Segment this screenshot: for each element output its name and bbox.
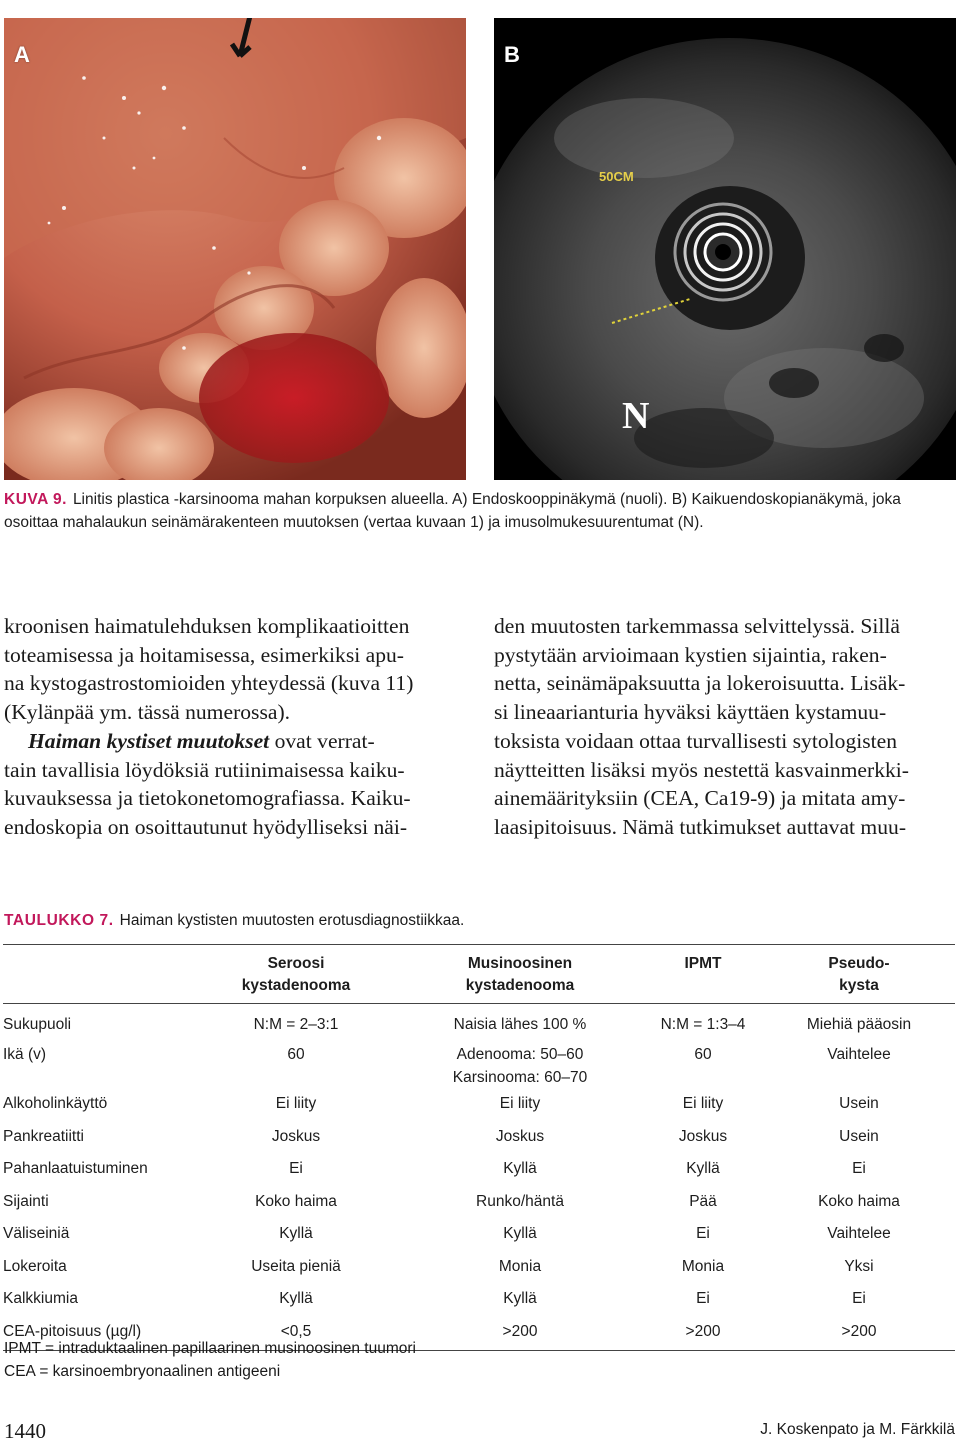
body-line: toteamisessa ja hoitamisessa, esimerkiksi apu- [4, 642, 404, 667]
table-cell: Monia [498, 1257, 542, 1275]
page-number: 1440 [4, 1419, 46, 1443]
panel-b-letter: B [504, 42, 520, 67]
differential-diagnosis-table [3, 944, 955, 1351]
body-line: kroonisen haimatulehduksen komplikaatioitten [4, 614, 410, 638]
table-cell: Monia [681, 1257, 725, 1275]
panel-a-letter: A [14, 42, 30, 67]
table-cell: Karsinooma: 60–70 [452, 1069, 588, 1086]
table-row [3, 1066, 955, 1089]
table-cell: Kyllä [503, 1160, 537, 1177]
table-cell: <0,5 [195, 1317, 397, 1351]
table-cell: Ei [696, 1225, 710, 1242]
footnote: CEA = karsinoembryonaalinen antigeeni [4, 1363, 281, 1380]
body-text-right-column [494, 612, 955, 842]
table-cell: Kyllä [503, 1290, 537, 1307]
table-cell: Vaihtelee [827, 1225, 891, 1242]
table-cell: Usein [839, 1127, 879, 1145]
table-cell: >200 [763, 1317, 955, 1351]
table-row [3, 1040, 955, 1066]
table-row [3, 1252, 955, 1285]
table-row [3, 1004, 955, 1041]
table-cell: Kyllä [503, 1225, 537, 1242]
figure-label: KUVA 9. [4, 491, 67, 508]
table-title: Haiman kystisten muutosten erotusdiagnostiikkaa. [119, 912, 465, 929]
table-row-label: Väliseiniä [3, 1225, 70, 1242]
lymph-node-marker: N [622, 395, 650, 437]
table-cell [643, 1066, 763, 1089]
table-cell: Joskus [495, 1127, 545, 1145]
endoscopy-photo [4, 18, 466, 480]
table-header-cell: IPMT [643, 945, 763, 1004]
table-cell: N:M = 1:3–4 [660, 1016, 746, 1033]
table-cell: >200 [397, 1317, 643, 1351]
table-cell: N:M = 2–3:1 [253, 1016, 339, 1033]
table-row-label: Pankreatiitti [3, 1127, 84, 1145]
table-row-label: CEA-pitoisuus (µg/l) [3, 1317, 195, 1351]
table-cell: 60 [287, 1046, 305, 1063]
table-row-label: Ikä (v) [3, 1046, 47, 1063]
table-cell: Adenooma: 50–60 [456, 1046, 584, 1063]
table-cell: Yksi [844, 1257, 874, 1275]
scale-label: 50CM [599, 169, 634, 184]
body-line: endoskopia on osoittautunut hyödylliseksi näi- [4, 814, 408, 839]
table-cell: Ei [852, 1290, 866, 1307]
table-row-label: Pahanlaatuistuminen [3, 1160, 148, 1177]
table-row [3, 1219, 955, 1252]
table-cell: Ei [696, 1290, 710, 1307]
table-header-cell: Seroosi kystadenooma [195, 945, 397, 1004]
body-line: tain tavallisia löydöksiä rutiinimaisessa kaiku- [4, 757, 405, 782]
table-cell: Pää [689, 1192, 717, 1210]
emphasized-term: Haiman kystiset muutokset [28, 728, 270, 753]
paragraph-start-line [4, 727, 465, 756]
table-cell: Ei liity [682, 1095, 724, 1112]
table-cell: Kyllä [279, 1225, 313, 1242]
table-label: TAULUKKO 7. [4, 912, 114, 929]
body-line: na kystogastrostomioiden yhteydessä (kuva 11) [4, 671, 414, 696]
table-cell: Koko haima [255, 1192, 337, 1210]
table-cell: Kyllä [686, 1160, 720, 1177]
body-line: laasipitoisuus. Nämä tutkimukset auttavat muu- [494, 814, 907, 839]
table-cell: 60 [694, 1046, 712, 1063]
table-body [3, 1004, 955, 1351]
authors: J. Koskenpato ja M. Färkkilä [760, 1421, 955, 1438]
figure-caption-text: Linitis plastica -karsinooma mahan korpuksen alueella. A) Endoskooppinäkymä (nuoli). B) Kaikuendoskopianäkymä, joka osoittaa mahalaukun seinämärakenteen muutoksen (vertaa kuvaan 1) ja imusolmukesuurentumat (N). [4, 491, 901, 531]
table-row-label: Alkoholinkäyttö [3, 1095, 108, 1112]
table-row [3, 1284, 955, 1317]
body-line-tail: ovat verrat- [269, 728, 375, 753]
table-cell: Joskus [271, 1127, 321, 1145]
table-row-label: Kalkkiumia [3, 1290, 78, 1307]
body-line: si lineaarianturia hyväksi käyttäen kystamuu- [494, 700, 887, 725]
table-row-label: Lokeroita [3, 1257, 67, 1275]
body-text-left-column [4, 612, 465, 842]
table-header-cell: Pseudo- kysta [763, 945, 955, 1004]
table-cell: Runko/häntä [476, 1192, 564, 1210]
body-line: ainemäärityksiin (CEA, Ca19-9) ja mitata amy- [494, 786, 906, 811]
body-line: pystytään arvioimaan kystien sijaintia, raken- [494, 642, 887, 667]
table-cell [763, 1066, 955, 1089]
figure-caption [4, 489, 958, 534]
body-line: netta, seinämäpaksuutta ja lokeroisuutta. Lisäk- [494, 671, 906, 696]
table-row [3, 1154, 955, 1187]
table-row [3, 1089, 955, 1122]
body-line: toksista voidaan ottaa turvallisesti sytologisten [494, 728, 898, 753]
diagnostic-table [3, 944, 955, 1351]
table-header-cell: Musinoosinen kystadenooma [397, 945, 643, 1004]
table-cell: Usein [839, 1095, 879, 1112]
table-row-label [3, 1066, 195, 1089]
body-line: (Kylänpää ym. tässä numerossa). [4, 700, 291, 725]
table-cell: Ei [289, 1160, 303, 1177]
table-cell: Naisia lähes 100 % [453, 1016, 587, 1033]
table-cell: Vaihtelee [827, 1046, 891, 1063]
table-cell: Miehiä pääosin [806, 1016, 912, 1033]
table-footnotes [4, 1337, 416, 1383]
table-cell: >200 [643, 1317, 763, 1351]
table-row [3, 1187, 955, 1220]
table-row [3, 1122, 955, 1155]
table-row-label: Sijainti [3, 1192, 49, 1210]
table-cell: Ei liity [499, 1095, 541, 1112]
table-cell: Joskus [678, 1127, 728, 1145]
table-cell: Koko haima [818, 1192, 900, 1210]
table-row-label: Sukupuoli [3, 1016, 72, 1033]
table-header-cell [3, 945, 195, 1004]
table-header-row [3, 945, 955, 1004]
figure-panel-endoscopy-image [4, 18, 466, 480]
table-cell: Ei liity [275, 1095, 317, 1112]
body-line: den muutosten tarkemmassa selvittelyssä. Sillä [494, 614, 901, 638]
body-line: näytteitten lisäksi myös nestettä kasvainmerkki- [494, 757, 909, 782]
body-line: kuvauksessa ja tietokonetomografiassa. Kaiku- [4, 786, 411, 811]
table-cell: Useita pieniä [251, 1257, 341, 1275]
table-cell: Ei [852, 1160, 866, 1177]
table-caption [4, 912, 464, 930]
ultrasound-scan [494, 18, 956, 480]
table-cell [195, 1066, 397, 1089]
footnote: IPMT = intraduktaalinen papillaarinen musinoosinen tuumori [4, 1340, 416, 1357]
figure-panel-ultrasound-image [494, 18, 956, 480]
table-cell: Kyllä [279, 1290, 313, 1307]
